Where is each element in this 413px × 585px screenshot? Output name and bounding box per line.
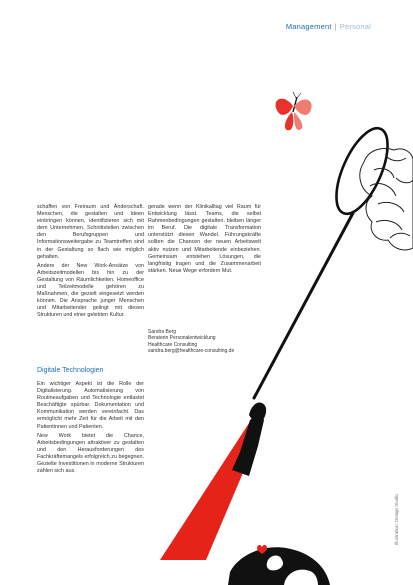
section-heading: Digitale Technologien bbox=[37, 367, 104, 374]
net-ring bbox=[326, 121, 398, 221]
paragraph: Ein wichtiger Aspekt ist die Rolle der Digitalisierung. Automatisierung von Routineaufgaben und Technologie entlastet Beschäftigte spürbar. Dokumentation und Kommunikation werden vereinfacht. Das ermöglicht mehr Zeit für die Arbeit mit den Patientinnen und Patienten. bbox=[37, 381, 144, 430]
paragraph: Andere der New Work-Ansätze von Arbeitszeitmodellen bis hin zu der Gestaltung von Räumlichkeiten. Homeoffice und Teilzeitmodelle gehören zu Maßnahmen, die gezielt eingesetzt werden können. Die Ansprache junger Menschen und Mitarbeitender gelingt mit diesen Strukturen und einer gelebten Kultur. bbox=[37, 262, 144, 319]
text-column-1 bbox=[37, 204, 144, 322]
net-handle bbox=[254, 213, 353, 398]
paragraph: gerade wenn der Klinikalltag viel Raum für Entwicklung lässt. Teams, die selbst Rahmenbedingungen gestalten, bleiben länger im Beruf. Die digitale Transformation unterstützt diesen Wandel. Führungskräfte sollten die Chancen der neuen Arbeitswelt aktiv nutzen und Mitarbeitende einbeziehen. Gemeinsam entstehen Lösungen, die langfristig tragen und die Zusammenarbeit stärken. Neue Wege erfordern Mut. bbox=[148, 204, 261, 274]
text-column-2 bbox=[148, 204, 261, 277]
author-affiliation: Healthcare Consulting bbox=[148, 341, 198, 348]
author-role: Beraterin Personalentwicklung bbox=[148, 335, 216, 342]
butterfly-icon bbox=[276, 92, 312, 130]
header-separator: | bbox=[334, 22, 337, 31]
author-bio bbox=[148, 329, 268, 355]
author-name: Sandra Berg bbox=[148, 329, 177, 335]
paragraph: New Work bietet die Chance, Arbeitsbedingungen attraktiver zu gestalten und den Herausforderungen des Fachkräftemangels erfolgreich zu begegnen. Gezielte Investitionen in moderne Strukturen zahlen sich aus. bbox=[37, 432, 144, 475]
header-section: Management bbox=[285, 22, 332, 31]
figure-head bbox=[228, 547, 330, 585]
author-email[interactable]: sandra.berg@healthcare-consulting.de bbox=[148, 348, 235, 355]
side-caption: Illustration: Design Studio bbox=[394, 493, 399, 545]
text-column-3 bbox=[37, 381, 144, 477]
header-category: Personal bbox=[339, 22, 371, 31]
paragraph: schaffen von Freiraum und Änderschaft. Menschen, die gestalten und Ideen einbringen können, identifizieren sich mit dem Unternehmen. Schnittstellen zwischen den Berufsgruppen und Informationsweitergabe zu Teamtreffen sind in der Gestaltung so flach wie möglich gehalten. bbox=[37, 204, 144, 260]
